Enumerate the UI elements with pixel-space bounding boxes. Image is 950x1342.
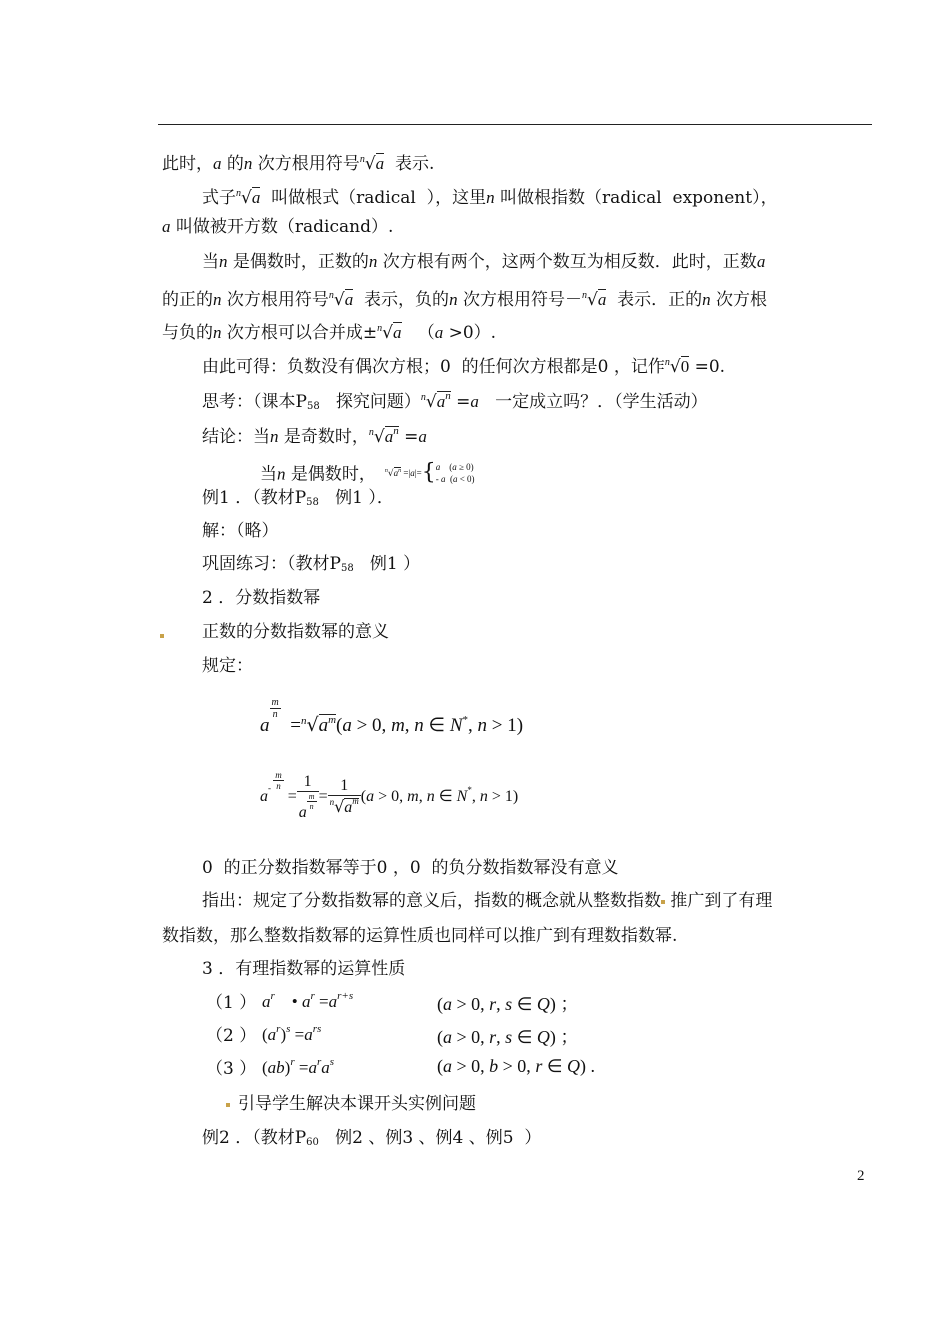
bullet-marker (226, 1103, 230, 1107)
even-root-abs-formula: $^n√a^n =|a|=${ a (a ≥ 0) - a (a < 0) (384, 460, 475, 485)
rule-condition-3: (a > 0, b > 0, r ∈ Q) . (437, 1056, 596, 1076)
paragraph-line-9: 结论：当n 是奇数时，$^n√a^n =a$ (202, 425, 427, 447)
paragraph-line-8: 思考：（课本$P_{58}$ 探究问题）$^n√a^n =a$ 一定成立吗？．（学生活动） (202, 390, 708, 412)
paragraph-line-17: 0 的正分数指数幂等于0 ，0 的负分数指数幂没有意义 (202, 858, 619, 878)
rule-condition-1: (a > 0, r, s ∈ Q) ； (437, 994, 579, 1014)
formula-positive-fractional-exponent: a $\frac{m}{n}$ $=^n√a^m(a > 0$, m, n ∈ N*, n > 1) (260, 697, 524, 736)
paragraph-line-12: 解：（略） (202, 521, 279, 541)
paragraph-line-5: 的正的n 次方根用符号$^n$√a 表示，负的n 次方根用符号－$^n$√a 表示．正的n 次方根 (162, 290, 768, 310)
paragraph-line-13: 巩固练习：（教材$P_{58}$ 例1 ） (202, 554, 421, 574)
paragraph-line-2: 式子$^n$√a 叫做根式（radical ），这里n 叫做根指数（radical exponent）， (202, 188, 778, 208)
paragraph-line-1: 此时，a 的n 次方根用符号$^n$√a 表示. (162, 154, 435, 174)
rule-item-1: （1 ） (206, 993, 257, 1013)
rule-formula-1: $a^r$ • $a^r =a^{r+s}$ (262, 990, 354, 1011)
rule-formula-3: $(ab)^r =a^ra^s$ (262, 1056, 335, 1077)
section-heading-2: 2 ．分数指数幂 (202, 588, 321, 608)
paragraph-line-3: a 叫做被开方数（radicand）. (162, 217, 394, 237)
page-number: 2 (857, 1168, 865, 1184)
paragraph-line-10: 当n 是偶数时， $^n√a^n =|a|=${ a (a ≥ 0) - a (a < 0) (260, 452, 475, 498)
bullet-marker (160, 634, 164, 638)
section-heading-3: 3 ．有理指数幂的运算性质 (202, 959, 406, 979)
paragraph-line-15: 正数的分数指数幂的意义 (202, 622, 389, 642)
paragraph-line-21: 引导学生解决本课开头实例问题 (238, 1094, 476, 1114)
paragraph-line-19: 数指数，那么整数指数幂的运算性质也同样可以推广到有理数指数幂. (162, 926, 678, 946)
rule-item-2: （2 ） (206, 1026, 257, 1046)
rule-condition-2: (a > 0, r, s ∈ Q) ； (437, 1027, 579, 1047)
paragraph-line-22: 例2 ．（教材$P_{60}$ 例2 、例3 、例4 、例5 ） (202, 1128, 542, 1148)
rule-formula-2: $(a^r)^s =a^{rs}$ (262, 1023, 322, 1044)
paragraph-line-4: 当n 是偶数时，正数的n 次方根有两个，这两个数互为相反数．此时，正数a (202, 252, 766, 272)
paragraph-line-6: 与负的n 次方根可以合并成±$^n$√a （a >0）. (162, 323, 497, 343)
paragraph-line-18: 指出：规定了分数指数幂的意义后，指数的概念就从整数指数 推广到了有理 (202, 891, 773, 911)
formula-negative-fractional-exponent: a- $\frac{m}{n}$ = 1 a $\frac{m}{n}$ = $\frac{1}{^n√a^m}$ (a > 0, m, n ∈ N*, n > 1) (260, 770, 519, 821)
header-rule (158, 124, 872, 125)
paragraph-line-11: 例1 ．（教材$P_{58}$ 例1 ）． (202, 488, 394, 508)
rule-item-3: （3 ） (206, 1059, 257, 1079)
paragraph-line-16: 规定： (202, 656, 253, 676)
paragraph-line-7: 由此可得：负数没有偶次方根；0 的任何次方根都是0 ，记作$^n$√0 =0. (202, 357, 726, 377)
